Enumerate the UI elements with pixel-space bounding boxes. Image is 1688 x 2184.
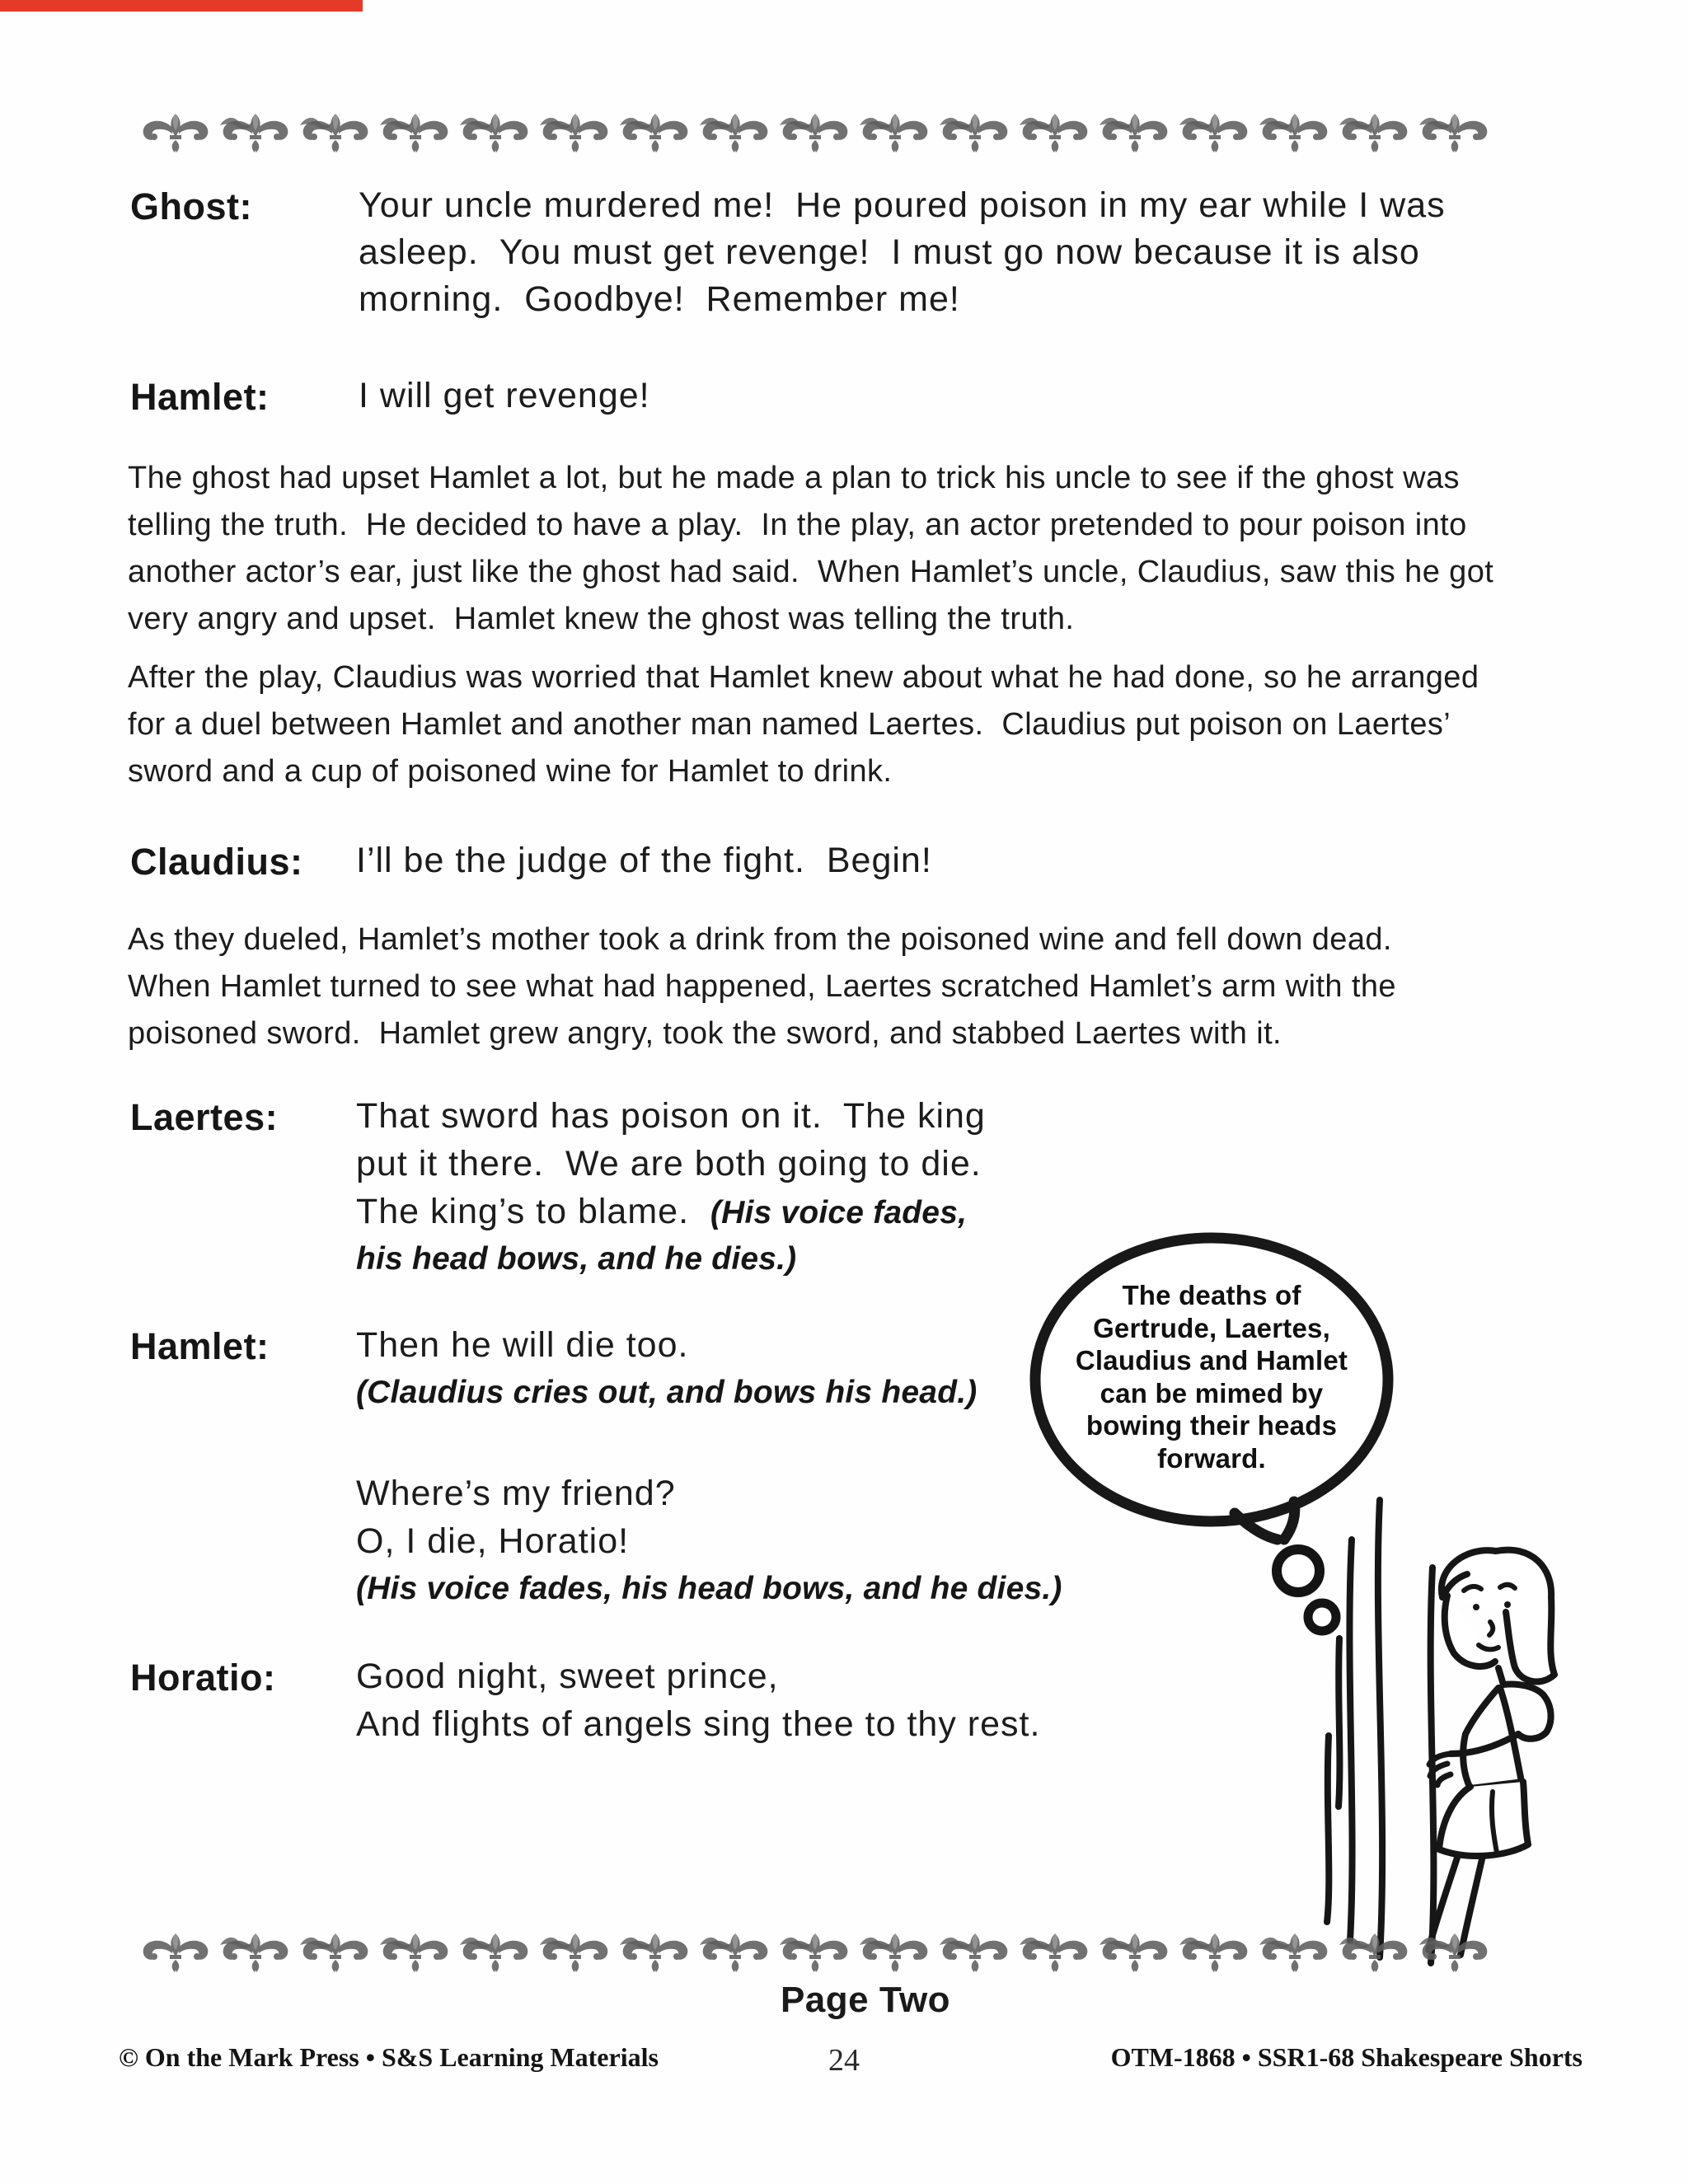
fleur-de-lis-border-bottom-icon	[136, 1917, 1554, 1981]
narration-line: The ghost had upset Hamlet a lot, but he made a plan to trick his uncle to see if the ghost was	[128, 461, 1460, 495]
dialogue-line: morning. Goodbye! Remember me!	[359, 279, 960, 319]
dialogue-line: I will get revenge!	[359, 376, 650, 415]
dialogue-line: (His voice fades, his head bows, and he dies.)	[356, 1571, 1062, 1606]
footer-page-number: 24	[828, 2043, 860, 2078]
narration-line: After the play, Claudius was worried that Hamlet knew about what he had done, so he arranged	[128, 660, 1479, 695]
dialogue-line: asleep. You must get revenge! I must go now because it is also	[359, 232, 1420, 272]
dialogue-line: put it there. We are both going to die.	[356, 1144, 982, 1183]
dialogue-line: That sword has poison on it. The king	[356, 1096, 986, 1136]
dialogue-line: I’ll be the judge of the fight. Begin!	[356, 841, 932, 880]
speaker-label: Hamlet:	[130, 1325, 270, 1367]
footer-copyright: © On the Mark Press • S&S Learning Materials	[119, 2042, 659, 2072]
dialogue-line: The king’s to blame. (His voice fades,	[356, 1192, 968, 1231]
narration-line: As they dueled, Hamlet’s mother took a drink from the poisoned wine and fell down dead.	[128, 922, 1392, 957]
dialogue-line: (Claudius cries out, and bows his head.)	[356, 1375, 978, 1410]
narration-line: very angry and upset. Hamlet knew the ghost was telling the truth.	[128, 602, 1075, 636]
bubble-text-line: forward.	[1157, 1442, 1266, 1474]
narration-line: poisoned sword. Hamlet grew angry, took the sword, and stabbed Laertes with it.	[128, 1016, 1282, 1051]
fleur-de-lis-border-top-icon	[136, 97, 1554, 162]
dialogue-line: Your uncle murdered me! He poured poison in my ear while I was	[359, 185, 1446, 225]
curtain-fold-icon	[1349, 1540, 1352, 1941]
speaker-label: Horatio:	[130, 1657, 276, 1699]
bubble-text-line: bowing their heads	[1085, 1410, 1338, 1441]
dialogue-line: his head bows, and he dies.)	[356, 1241, 797, 1277]
page-label: Page Two	[780, 1980, 951, 2020]
dialogue-line: Where’s my friend?	[356, 1474, 676, 1513]
speaker-label: Claudius:	[130, 841, 303, 883]
narration-line: When Hamlet turned to see what had happened, Laertes scratched Hamlet’s arm with the	[128, 969, 1396, 1004]
speech-bubble-text	[1040, 1279, 1383, 1474]
dialogue-line: Good night, sweet prince,	[356, 1657, 779, 1696]
speaker-label: Hamlet:	[130, 376, 270, 418]
bubble-text-line: Claudius and Hamlet	[1075, 1345, 1348, 1376]
narration-line: telling the truth. He decided to have a play. In the play, an actor pretended to pour poison into	[128, 508, 1467, 542]
footer-product-code: OTM-1868 • SSR1-68 Shakespeare Shorts	[1110, 2042, 1582, 2072]
narration-line: for a duel between Hamlet and another man named Laertes. Claudius put poison on Laertes’	[128, 707, 1451, 742]
narration-line: sword and a cup of poisoned wine for Hamlet to drink.	[128, 754, 893, 789]
bubble-text-line: can be mimed by	[1100, 1377, 1324, 1408]
narration-line: another actor’s ear, just like the ghost had said. When Hamlet’s uncle, Claudius, saw this he got	[128, 555, 1494, 589]
dialogue-line: Then he will die too.	[356, 1325, 689, 1365]
dialogue-line: And flights of angels sing thee to thy rest.	[356, 1704, 1041, 1744]
dialogue-line: O, I die, Horatio!	[356, 1521, 630, 1561]
footer	[0, 2042, 1688, 2092]
scan-artifact-red-bar	[0, 0, 363, 12]
speaker-label: Laertes:	[130, 1096, 279, 1138]
bubble-text-line: The deaths of	[1122, 1280, 1301, 1310]
speaker-label: Ghost:	[130, 185, 252, 227]
bubble-text-line: Gertrude, Laertes,	[1093, 1312, 1330, 1343]
woman-behind-curtain-illustration	[1302, 1492, 1665, 1978]
